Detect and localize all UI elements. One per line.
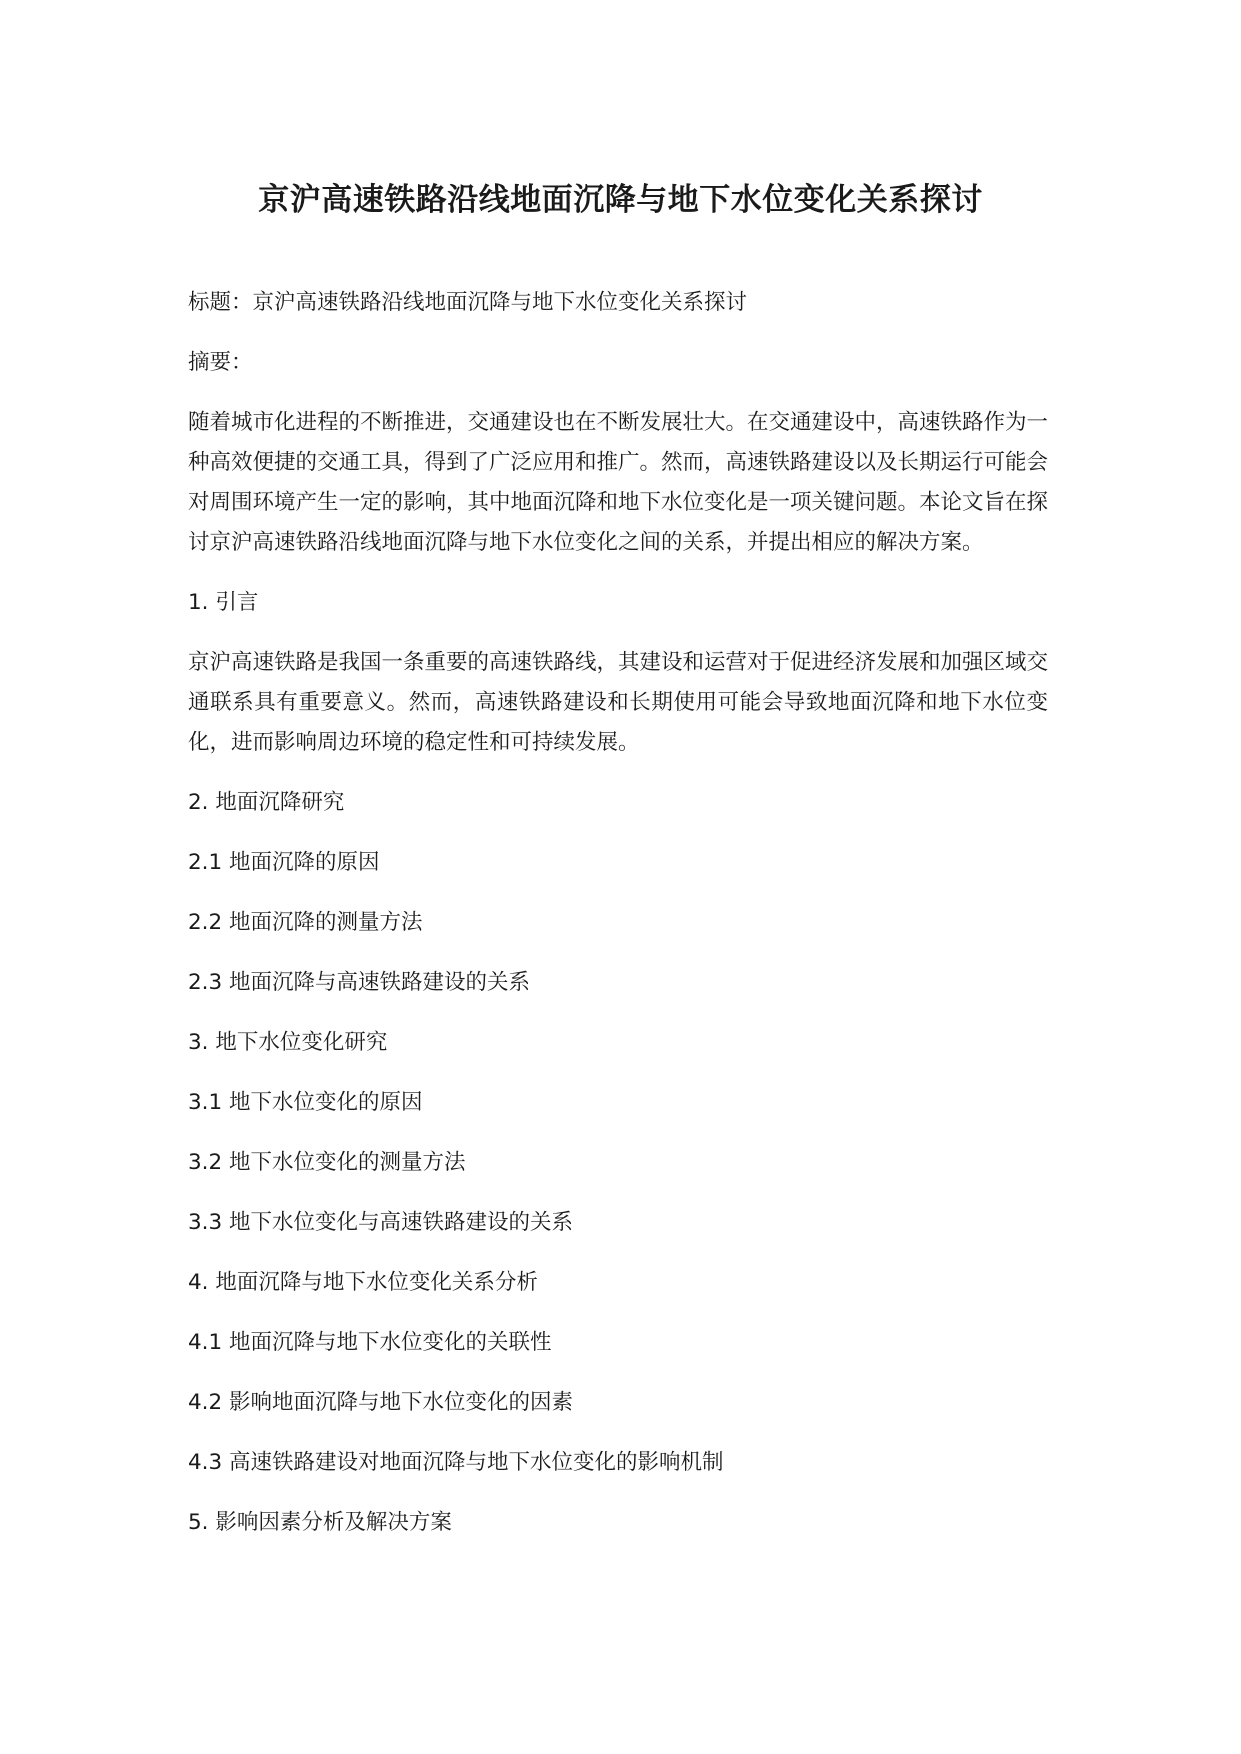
outline-heading: 2.1 地面沉降的原因 [188, 850, 380, 875]
intro-paragraph: 京沪高速铁路是我国一条重要的高速铁路线，其建设和运营对于促进经济发展和加强区域交通联系具有重要意义。然而，高速铁路建设和长期使用可能会导致地面沉降和地下水位变化，进而影响周边环境的稳定性和可持续发展。 [188, 650, 1049, 755]
outline-heading: 2.3 地面沉降与高速铁路建设的关系 [188, 970, 531, 995]
outline-heading: 3. 地下水位变化研究 [188, 1030, 388, 1055]
title-line: 标题：京沪高速铁路沿线地面沉降与地下水位变化关系探讨 [188, 290, 748, 315]
outline-heading: 3.3 地下水位变化与高速铁路建设的关系 [188, 1210, 574, 1235]
outline-heading: 3.2 地下水位变化的测量方法 [188, 1150, 466, 1175]
abstract-label: 摘要： [188, 350, 253, 375]
outline-heading: 4. 地面沉降与地下水位变化关系分析 [188, 1270, 538, 1295]
outline-heading: 2.2 地面沉降的测量方法 [188, 910, 423, 935]
document-body [188, 283, 1048, 1563]
outline-heading: 3.1 地下水位变化的原因 [188, 1090, 423, 1115]
outline-heading: 4.2 影响地面沉降与地下水位变化的因素 [188, 1390, 574, 1415]
outline-heading: 4.1 地面沉降与地下水位变化的关联性 [188, 1330, 552, 1355]
document-title: 京沪高速铁路沿线地面沉降与地下水位变化关系探讨 [258, 182, 983, 218]
outline-heading: 5. 影响因素分析及解决方案 [188, 1510, 452, 1535]
outline-heading: 4.3 高速铁路建设对地面沉降与地下水位变化的影响机制 [188, 1450, 724, 1475]
outline-heading: 2. 地面沉降研究 [188, 790, 345, 815]
abstract-paragraph: 随着城市化进程的不断推进，交通建设也在不断发展壮大。在交通建设中，高速铁路作为一种高效便捷的交通工具，得到了广泛应用和推广。然而，高速铁路建设以及长期运行可能会对周围环境产生一定的影响，其中地面沉降和地下水位变化是一项关键问题。本论文旨在探讨京沪高速铁路沿线地面沉降与地下水位变化之间的关系，并提出相应的解决方案。 [188, 410, 1049, 555]
section-heading-intro: 1. 引言 [188, 590, 259, 615]
